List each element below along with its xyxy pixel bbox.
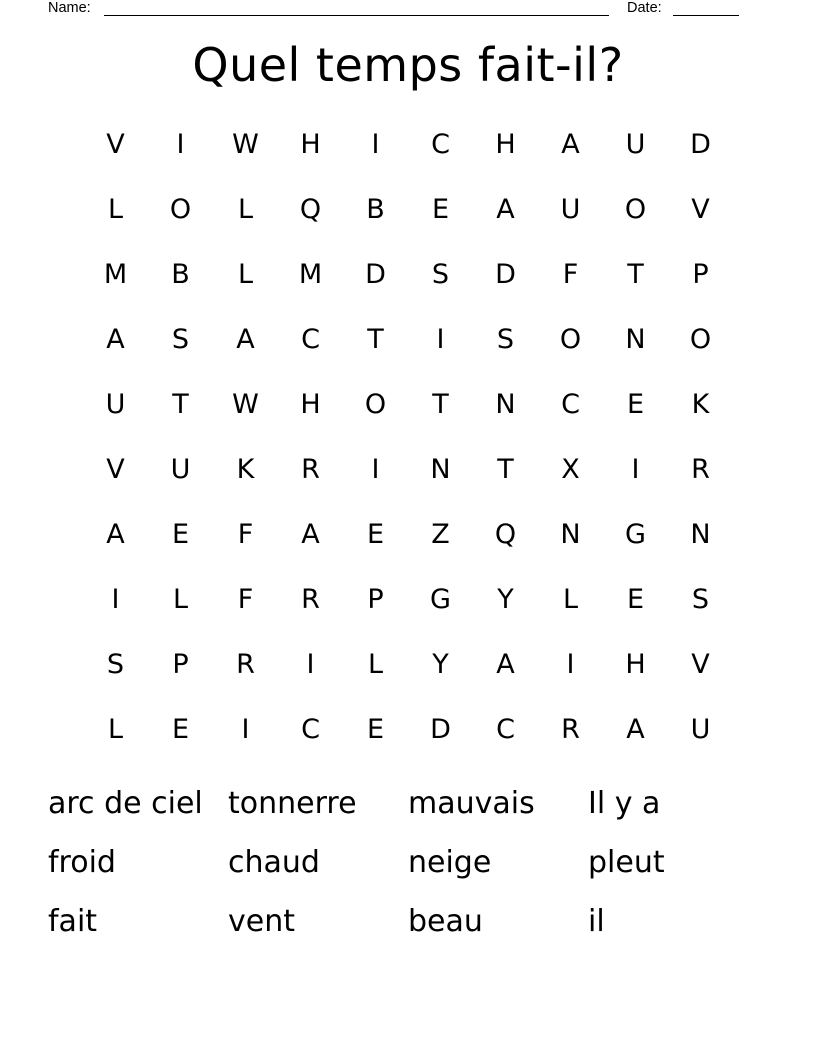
grid-letter: D [365, 259, 386, 290]
grid-letter: H [300, 129, 321, 160]
word-bank-item: chaud [228, 845, 320, 880]
grid-letter: I [176, 129, 185, 160]
word-bank-item: beau [408, 904, 483, 939]
grid-letter: L [367, 649, 384, 680]
grid-letter: B [366, 194, 385, 225]
grid-letter: W [232, 389, 259, 420]
grid-letter: N [430, 454, 451, 485]
grid-letter: G [625, 519, 646, 550]
grid-letter: S [691, 584, 710, 615]
grid-letter: P [172, 649, 189, 680]
grid-letter: T [627, 259, 644, 290]
grid-letter: O [624, 194, 647, 225]
grid-letter: R [301, 454, 320, 485]
grid-letter: I [566, 649, 575, 680]
date-label: Date: [627, 0, 662, 16]
grid-letter: A [106, 519, 125, 550]
grid-letter: U [560, 194, 581, 225]
grid-letter: A [106, 324, 125, 355]
grid-letter: C [301, 324, 320, 355]
grid-letter: P [692, 259, 709, 290]
grid-letter: H [300, 389, 321, 420]
grid-letter: I [371, 129, 380, 160]
grid-letter: M [298, 259, 323, 290]
grid-letter: R [236, 649, 255, 680]
grid-letter: H [625, 649, 646, 680]
grid-letter: K [691, 389, 710, 420]
word-bank-item: Il y a [588, 786, 661, 821]
grid-letter: V [691, 194, 710, 225]
word-bank-item: il [588, 904, 605, 939]
grid-letter: O [364, 389, 387, 420]
page-title: Quel temps fait-il? [192, 38, 624, 92]
grid-letter: G [430, 584, 451, 615]
grid-letter: I [436, 324, 445, 355]
grid-letter: Q [299, 194, 322, 225]
grid-letter: R [691, 454, 710, 485]
grid-letter: S [431, 259, 450, 290]
word-bank [48, 774, 768, 951]
word-bank-item: fait [48, 904, 98, 939]
grid-letter: E [171, 714, 190, 745]
grid-letter: C [301, 714, 320, 745]
grid-letter: R [301, 584, 320, 615]
grid-letter: M [103, 259, 128, 290]
grid-letter: W [232, 129, 259, 160]
grid-letter: I [241, 714, 250, 745]
word-bank-item: tonnerre [228, 786, 357, 821]
grid-letter: R [561, 714, 580, 745]
grid-letter: N [690, 519, 711, 550]
grid-letter: A [236, 324, 255, 355]
grid-letter: X [561, 454, 580, 485]
grid-letter: Z [431, 519, 450, 550]
grid-letter: Y [432, 649, 449, 680]
grid-letter: E [366, 714, 385, 745]
grid-letter: U [690, 714, 711, 745]
grid-letter: D [495, 259, 516, 290]
grid-letter: F [237, 519, 254, 550]
grid-letter: D [430, 714, 451, 745]
grid-letter: E [626, 584, 645, 615]
word-bank-item: vent [228, 904, 295, 939]
grid-letter: N [560, 519, 581, 550]
word-search-grid [83, 112, 733, 762]
grid-letter: L [172, 584, 189, 615]
grid-letter: L [562, 584, 579, 615]
grid-letter: L [237, 259, 254, 290]
grid-letter: O [559, 324, 582, 355]
date-blank-line [673, 15, 739, 16]
grid-letter: C [431, 129, 450, 160]
name-label: Name: [48, 0, 91, 16]
grid-letter: Y [497, 584, 514, 615]
word-bank-item: froid [48, 845, 116, 880]
word-bank-item: neige [408, 845, 492, 880]
grid-letter: D [690, 129, 711, 160]
grid-letter: P [367, 584, 384, 615]
word-bank-item: pleut [588, 845, 665, 880]
grid-letter: Q [494, 519, 517, 550]
grid-letter: C [561, 389, 580, 420]
grid-letter: H [495, 129, 516, 160]
grid-letter: A [626, 714, 645, 745]
grid-letter: I [306, 649, 315, 680]
grid-letter: T [172, 389, 189, 420]
word-bank-item: arc de ciel [48, 786, 203, 821]
grid-letter: O [689, 324, 712, 355]
grid-letter: S [496, 324, 515, 355]
grid-letter: O [169, 194, 192, 225]
grid-letter: E [366, 519, 385, 550]
grid-letter: S [106, 649, 125, 680]
word-bank-item: mauvais [408, 786, 535, 821]
grid-letter: T [497, 454, 514, 485]
grid-letter: E [171, 519, 190, 550]
grid-letter: N [625, 324, 646, 355]
grid-letter: E [431, 194, 450, 225]
worksheet-header [0, 0, 816, 20]
grid-letter: I [631, 454, 640, 485]
grid-letter: T [367, 324, 384, 355]
grid-letter: A [561, 129, 580, 160]
grid-letter: L [237, 194, 254, 225]
grid-letter: V [106, 129, 125, 160]
grid-letter: S [171, 324, 190, 355]
grid-letter: I [111, 584, 120, 615]
grid-letter: K [236, 454, 255, 485]
grid-letter: E [626, 389, 645, 420]
grid-letter: F [562, 259, 579, 290]
grid-letter: L [107, 714, 124, 745]
grid-letter: F [237, 584, 254, 615]
grid-letter: A [496, 194, 515, 225]
name-blank-line [104, 15, 609, 16]
grid-letter: U [105, 389, 126, 420]
grid-letter: T [432, 389, 449, 420]
grid-letter: L [107, 194, 124, 225]
grid-letter: U [170, 454, 191, 485]
grid-letter: A [496, 649, 515, 680]
grid-letter: V [691, 649, 710, 680]
grid-letter: B [171, 259, 190, 290]
grid-letter: C [496, 714, 515, 745]
grid-letter: V [106, 454, 125, 485]
grid-letter: I [371, 454, 380, 485]
grid-letter: N [495, 389, 516, 420]
grid-letter: A [301, 519, 320, 550]
grid-letter: U [625, 129, 646, 160]
